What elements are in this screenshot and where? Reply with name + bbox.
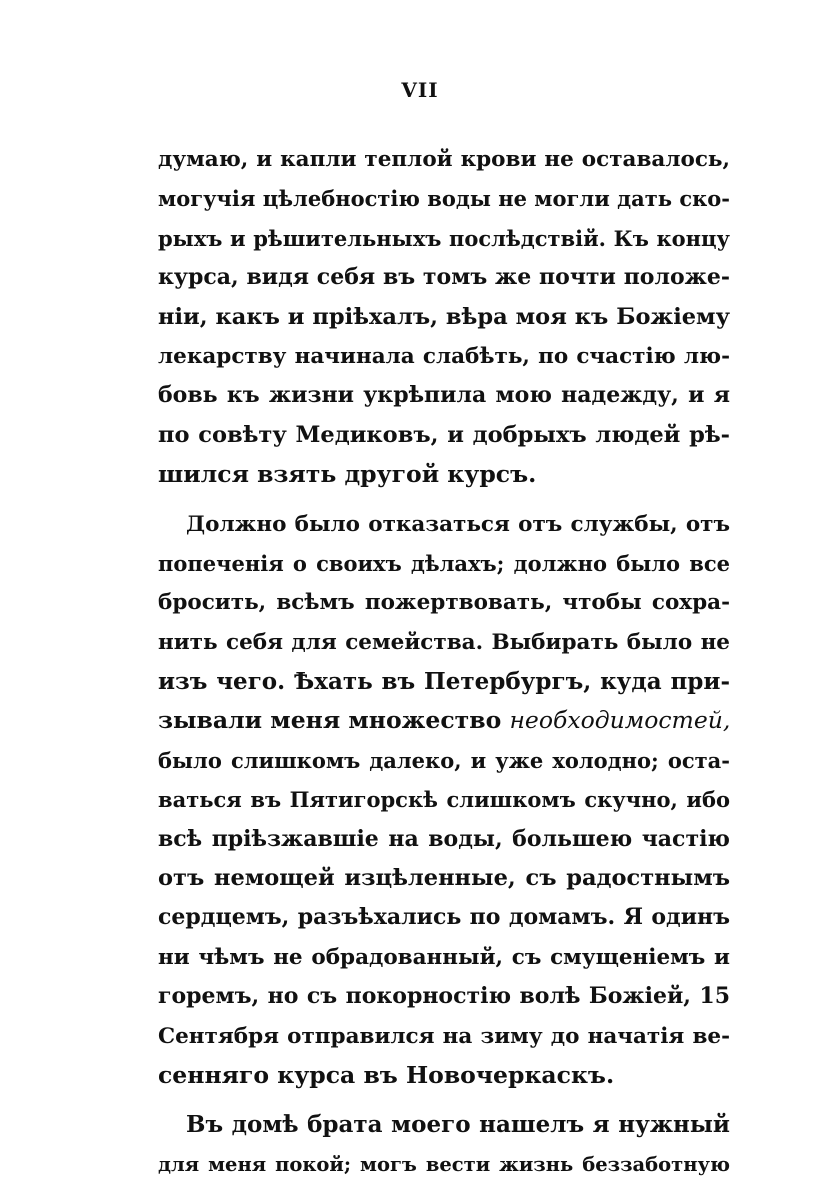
text-line: горемъ, но съ покорностію волѣ Божіей, 15 [158, 983, 730, 1010]
paragraph-2 [158, 505, 730, 1096]
body-text [158, 140, 730, 1184]
text-line: могучія цѣлебностію воды не могли дать ско- [158, 186, 730, 212]
text-line: нить себя для семейства. Выбирать было не [158, 629, 730, 655]
text-segment: зывали меня множество [158, 706, 502, 735]
text-line: Въ домѣ брата моего нашелъ я нужный [186, 1111, 730, 1139]
text-line: курса, видя себя въ томъ же почти положе- [158, 264, 730, 291]
text-line-with-italic [158, 701, 730, 740]
text-line: шился взять другой курсъ. [158, 460, 537, 489]
italic-phrase: необходимостей, [509, 706, 731, 735]
text-line: для меня покой; могъ вести жизнь беззаботную [158, 1152, 730, 1176]
text-line: ваться въ Пятигорскѣ слишкомъ скучно, ибо [158, 787, 730, 813]
paragraph-1 [158, 140, 730, 495]
paragraph-3 [158, 1105, 730, 1184]
page-number: VII [401, 78, 439, 102]
text-line: изъ чего. Ѣхать въ Петербургъ, куда при- [158, 668, 730, 696]
text-line: бовь къ жизни укрѣпила мою надежду, и я [158, 382, 730, 409]
text-line: сердцемъ, разъѣхались по домамъ. Я одинъ [158, 904, 730, 931]
text-line: Сентября отправился на зиму до начатія ве- [158, 1023, 730, 1049]
text-line: Должно было отказаться отъ службы, отъ [186, 511, 730, 537]
text-line: бросить, всѣмъ пожертвовать, чтобы сохра- [158, 590, 730, 616]
text-line: всѣ пріѣзжавшіе на воды, большею частію [158, 825, 730, 852]
text-line: по совѣту Медиковъ, и добрыхъ людей рѣ- [158, 421, 730, 448]
text-line: думаю, и капли теплой крови не оставалось, [158, 147, 730, 172]
text-line: сенняго курса въ Новочеркаскъ. [158, 1060, 615, 1089]
text-line: рыхъ и рѣшительныхъ послѣдствій. Къ концу [158, 225, 730, 251]
text-line: ни чѣмъ не обрадованный, съ смущеніемъ и [158, 944, 730, 970]
text-line: было слишкомъ далеко, и уже холодно; оста- [158, 747, 730, 773]
text-line: ніи, какъ и пріѣхалъ, вѣра моя къ Божіему [158, 303, 730, 330]
text-line: отъ немощей изцѣленные, съ радостнымъ [158, 865, 730, 892]
text-line: попеченія о своихъ дѣлахъ; должно было все [158, 550, 730, 576]
text-line: лекарству начинала слабѣть, по счастію лю- [158, 343, 730, 369]
